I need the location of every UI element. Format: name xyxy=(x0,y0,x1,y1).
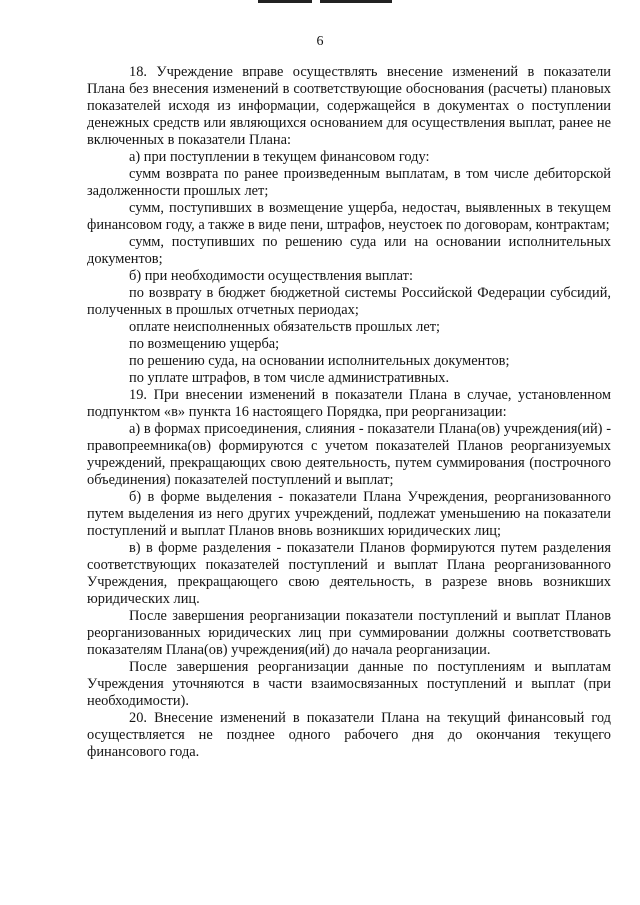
scan-edge-mark xyxy=(320,0,392,3)
subitem-b-payments: б) при необходимости осуществления выплат: xyxy=(129,268,413,284)
list-item-damage-compensation: сумм, поступивших в возмещение ущерба, недостач, выявленных в текущем финансовом году, а также в виде пени, штрафов, неустоек по договорам, контрактам; xyxy=(87,200,611,233)
list-item-damage: по возмещению ущерба; xyxy=(129,336,280,352)
paragraph-19-intro: 19. При внесении изменений в показатели Плана в случае, установленном подпунктом «в» пункта 16 настоящего Порядка, при реорганизации: xyxy=(87,387,611,420)
paragraph-18-intro: 18. Учреждение вправе осуществлять внесение изменений в показатели Плана без внесения изменений в соответствующие обоснования (расчеты) плановых показателей исходя из информации, содержащейся в документах о поступлении денежных средств или являющихся основанием для осуществления выплат, ранее не включенных в показатели Плана: xyxy=(87,64,611,148)
paragraph-after-reorganization: После завершения реорганизации показатели поступлений и выплат Планов реорганизованных юридических лиц при суммировании должны соответствовать показателям Плана(ов) учреждения(ий) до начала реорганизации. xyxy=(87,608,611,658)
subitem-a-current-year-receipts: а) при поступлении в текущем финансовом году: xyxy=(129,149,430,165)
subitem-v-division: в) в форме разделения - показатели Планов формируются путем разделения соответствующих показателей поступлений и выплат Плана реорганизованного Учреждения, прекращающего свою деятельность, в разрезе вновь возникших юридических лиц. xyxy=(87,540,611,607)
subitem-b-spin-off: б) в форме выделения - показатели Плана Учреждения, реорганизованного путем выделения из него других учреждений, подлежат уменьшению на показатели поступлений и выплат Планов вновь возникших юридических лиц; xyxy=(87,489,611,539)
list-item-fines: по уплате штрафов, в том числе административных. xyxy=(129,370,450,386)
paragraph-20: 20. Внесение изменений в показатели Плана на текущий финансовый год осуществляется не позднее одного рабочего дня до окончания текущего финансового года. xyxy=(87,710,611,760)
list-item-subsidy-return: по возврату в бюджет бюджетной системы Российской Федерации субсидий, полученных в прошлых отчетных периодах; xyxy=(87,285,611,318)
list-item-past-obligations: оплате неисполненных обязательств прошлых лет; xyxy=(129,319,441,335)
scan-edge-mark xyxy=(258,0,312,3)
page-number: 6 xyxy=(316,34,324,49)
document-body xyxy=(87,64,611,761)
paragraph-data-clarification: После завершения реорганизации данные по поступлениям и выплатам Учреждения уточняются в части взаимосвязанных поступлений и выплат (при необходимости). xyxy=(87,659,611,709)
list-item-refunds: сумм возврата по ранее произведенным выплатам, в том числе дебиторской задолженности прошлых лет; xyxy=(87,166,611,199)
list-item-court: по решению суда, на основании исполнительных документов; xyxy=(129,353,510,369)
subitem-a-merger: а) в формах присоединения, слияния - показатели Плана(ов) учреждения(ий) - правопреемника(ов) формируются с учетом показателей Планов реорганизуемых учреждений, прекращающих свою деятельность, путем суммирования (построчного объединения) показателей поступлений и выплат; xyxy=(87,421,611,488)
list-item-court-decisions: сумм, поступивших по решению суда или на основании исполнительных документов; xyxy=(87,234,611,267)
